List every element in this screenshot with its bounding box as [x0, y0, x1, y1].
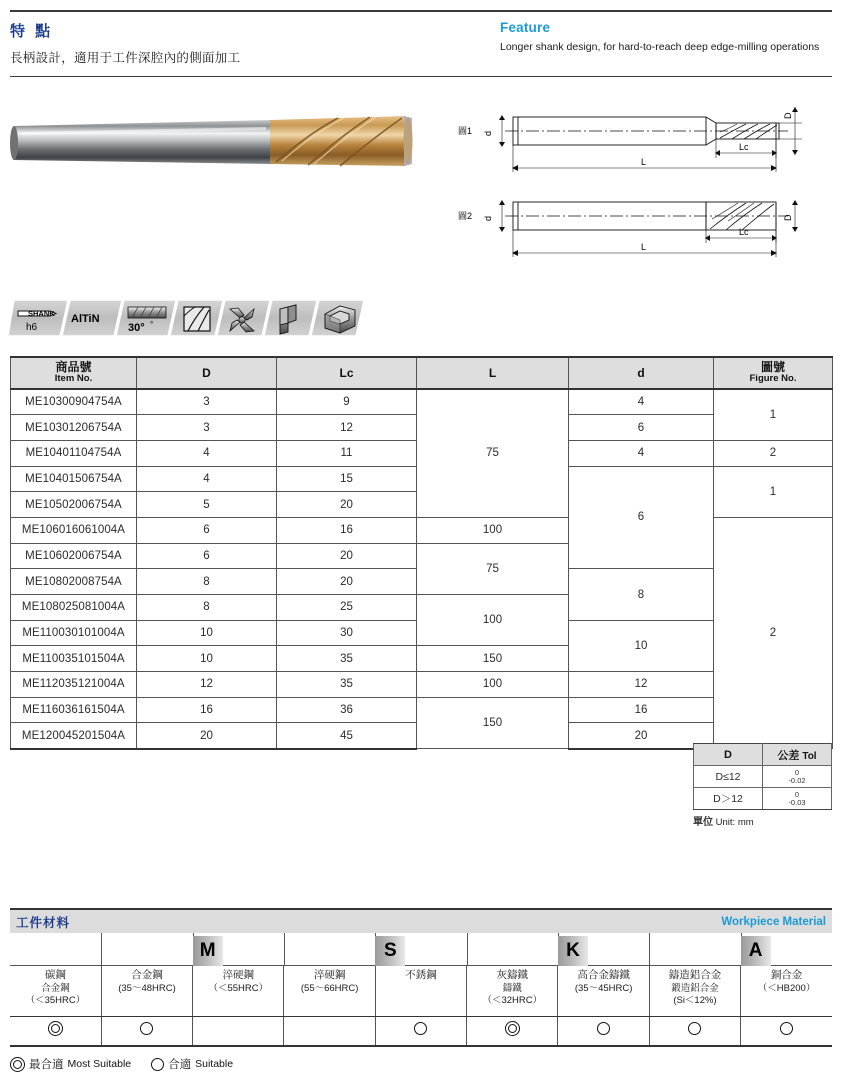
feature-desc-cn: 長柄設計，適用于工件深腔內的側面加工	[10, 51, 241, 65]
figure-1-d-label: d	[483, 130, 493, 136]
material-name: 淬硬鋼	[222, 969, 255, 981]
cell-Lc: 45	[277, 723, 417, 749]
cell-figure-no: 1	[714, 466, 833, 517]
cell-Lc: 20	[277, 543, 417, 569]
cell-item-no: ME120045201504A	[11, 723, 137, 749]
cell-D: 4	[137, 440, 277, 466]
tolerance-range: D＞12	[694, 788, 763, 810]
cell-L: 75	[417, 389, 569, 517]
svg-text:SHANK: SHANK	[28, 309, 55, 318]
cell-D: 16	[137, 697, 277, 723]
cell-L: 100	[417, 672, 569, 698]
cell-Lc: 11	[277, 440, 417, 466]
material-column-8	[649, 966, 740, 1016]
cell-L: 100	[417, 517, 569, 543]
material-name: 鑄造鋁合金	[668, 969, 722, 981]
icon-cell-shank	[8, 300, 68, 336]
cell-Lc: 35	[277, 672, 417, 698]
material-column-2	[101, 966, 192, 1016]
material-sub-1: 鍛造鋁合金	[671, 982, 719, 994]
material-column-divider	[284, 933, 285, 966]
material-suitability-row	[10, 1016, 832, 1046]
tolerance-range: D≤12	[694, 766, 763, 788]
material-sub-1: （＜55HRC）	[208, 982, 269, 994]
material-suitability-cell	[10, 1016, 101, 1046]
single-circle-icon	[140, 1022, 153, 1035]
cell-Lc: 25	[277, 595, 417, 621]
material-suitability-cell	[284, 1016, 375, 1046]
material-suitability-cell	[741, 1016, 832, 1046]
svg-text:h6: h6	[26, 322, 38, 333]
material-name: 灰鑄鐵	[496, 969, 529, 981]
cell-D: 8	[137, 595, 277, 621]
material-sub-1: (35～48HRC)	[118, 982, 176, 994]
feature-title-cn: 特 點	[10, 23, 54, 40]
cell-item-no: ME10301206754A	[11, 415, 137, 441]
single-circle-icon	[414, 1022, 427, 1035]
material-name-row	[10, 966, 832, 1016]
workpiece-material-table	[10, 966, 832, 1047]
material-sub-2: （＜32HRC）	[482, 994, 543, 1006]
altin-coating-icon: AlTiN	[71, 313, 100, 325]
col-header-Lc: Lc	[277, 357, 417, 389]
material-column-7	[558, 966, 649, 1016]
cell-Lc: 35	[277, 646, 417, 672]
flute-cross-section-icon	[184, 307, 210, 331]
cell-d: 16	[569, 697, 714, 723]
technical-drawings	[450, 100, 842, 270]
material-sub-1: (35～45HRC)	[574, 982, 633, 994]
material-sub-1: (55～66HRC)	[300, 982, 359, 994]
tol-header-D: D	[694, 744, 763, 766]
col-header-d: d	[569, 357, 714, 389]
cell-item-no: ME10502006754A	[11, 492, 137, 518]
suitability-legend	[10, 1056, 247, 1072]
cell-L: 150	[417, 697, 569, 748]
cell-d: 8	[569, 569, 714, 620]
cell-item-no: ME106016061004A	[11, 517, 137, 543]
feature-desc-en: Longer shank design, for hard-to-reach deep edge-milling operations	[500, 41, 820, 53]
cell-D: 3	[137, 389, 277, 415]
svg-text:30°: 30°	[128, 322, 145, 334]
spec-table-row	[11, 672, 833, 698]
single-circle-icon	[597, 1022, 610, 1035]
feature-header	[10, 10, 832, 77]
cell-L: 75	[417, 543, 569, 594]
feature-icon-strip	[8, 296, 368, 340]
cell-item-no: ME110030101004A	[11, 620, 137, 646]
tolerance-table-body	[694, 766, 832, 810]
material-sub-2: （＜35HRC）	[25, 994, 86, 1006]
cell-L: 100	[417, 595, 569, 646]
cell-L: 150	[417, 646, 569, 672]
cell-D: 10	[137, 646, 277, 672]
col-header-item-no-cn: 商品號	[55, 359, 92, 374]
unit-note	[693, 813, 832, 828]
tol-header-tol: 公差 Tol	[763, 744, 832, 766]
material-name: 高合金鑄鐵	[577, 969, 630, 981]
iso-badge-k: K	[558, 936, 588, 966]
single-circle-icon	[780, 1022, 793, 1035]
unit-note-cn: 單位	[693, 817, 713, 828]
tolerance-value: 0 -0.03	[763, 788, 832, 810]
figure-1-D-label: D	[783, 112, 793, 119]
cell-d: 6	[569, 415, 714, 441]
cell-D: 6	[137, 543, 277, 569]
cell-item-no: ME116036161504A	[11, 697, 137, 723]
cell-d: 4	[569, 389, 714, 415]
figure-2-Lc-label: Lc	[739, 227, 749, 237]
product-photo-endmill	[8, 104, 428, 182]
cell-Lc: 20	[277, 492, 417, 518]
cell-item-no: ME108025081004A	[11, 595, 137, 621]
col-header-item-no-en: Item No.	[54, 373, 93, 385]
cell-D: 10	[137, 620, 277, 646]
material-column-4	[284, 966, 375, 1016]
col-header-L: L	[417, 357, 569, 389]
cell-item-no: ME10602006754A	[11, 543, 137, 569]
spec-table-body	[11, 389, 833, 749]
cell-D: 8	[137, 569, 277, 595]
cell-item-no: ME10300904754A	[11, 389, 137, 415]
material-suitability-cell	[558, 1016, 649, 1046]
cell-D: 6	[137, 517, 277, 543]
material-column-1	[10, 966, 101, 1016]
cell-Lc: 9	[277, 389, 417, 415]
figure-1-Lc-label: Lc	[739, 142, 749, 152]
material-sub-2: (Si＜12%)	[673, 994, 717, 1006]
iso-material-badges	[10, 933, 832, 966]
figure-2-d-label: d	[483, 215, 493, 221]
divider-bottom	[10, 76, 832, 77]
tolerance-value: 0 -0.02	[763, 766, 832, 788]
cell-item-no: ME10401104754A	[11, 440, 137, 466]
cell-D: 12	[137, 672, 277, 698]
cell-item-no: ME10802008754A	[11, 569, 137, 595]
legend-most-suitable: 最合適 Most Suitable	[10, 1056, 131, 1072]
col-header-D: D	[137, 357, 277, 389]
figure-2-L-label: L	[641, 242, 647, 252]
col-header-figure-no	[714, 357, 833, 389]
cell-D: 3	[137, 415, 277, 441]
material-column-divider	[649, 933, 650, 966]
workpiece-material-section	[10, 908, 832, 1047]
cell-d: 20	[569, 723, 714, 749]
cell-Lc: 30	[277, 620, 417, 646]
cell-d: 4	[569, 440, 714, 466]
cell-Lc: 15	[277, 466, 417, 492]
material-suitability-cell	[375, 1016, 466, 1046]
svg-text:°: °	[150, 320, 154, 329]
double-circle-icon	[48, 1021, 63, 1036]
col-header-figure-no-cn: 圖號	[760, 359, 785, 374]
figure-1-L-label: L	[641, 157, 647, 167]
tolerance-row	[694, 788, 832, 810]
tolerance-table	[693, 743, 832, 810]
material-sub-1: 鑄鐵	[502, 982, 522, 994]
feature-title-en: Feature	[500, 20, 551, 35]
material-name: 碳鋼	[44, 969, 66, 981]
material-column-5	[375, 966, 466, 1016]
cell-figure-no: 2	[714, 517, 833, 748]
cell-D: 4	[137, 466, 277, 492]
material-suitability-cell	[101, 1016, 192, 1046]
workpiece-title-en: Workpiece Material	[721, 915, 826, 928]
cell-Lc: 36	[277, 697, 417, 723]
tolerance-row	[694, 766, 832, 788]
cell-item-no: ME10401506754A	[11, 466, 137, 492]
material-column-9	[741, 966, 832, 1016]
col-header-item-no	[11, 357, 137, 389]
tolerance-block	[693, 743, 832, 828]
figure-1-drawing	[499, 107, 802, 172]
material-suitability-cell	[467, 1016, 558, 1046]
material-column-divider	[101, 933, 102, 966]
cell-figure-no: 2	[714, 440, 833, 466]
figure-2-D-label: D	[783, 214, 793, 221]
single-circle-icon	[688, 1022, 701, 1035]
workpiece-title-bar	[10, 908, 832, 933]
material-name: 合金鋼	[131, 969, 163, 981]
figure-2-label: 圖2	[458, 211, 473, 221]
spec-table-row	[11, 697, 833, 723]
cell-figure-no: 1	[714, 389, 833, 440]
iso-badge-m: M	[193, 936, 223, 966]
material-name: 淬硬鋼	[313, 969, 346, 981]
figure-2-drawing	[499, 200, 798, 257]
cell-item-no: ME112035121004A	[11, 672, 137, 698]
single-circle-icon	[151, 1058, 164, 1071]
cell-d: 12	[569, 672, 714, 698]
material-name: 不銹鋼	[405, 969, 437, 981]
material-sub-1: （＜HB200）	[757, 982, 816, 994]
spec-table-header-row	[11, 357, 833, 389]
col-header-figure-no-en: Figure No.	[749, 373, 797, 385]
cell-D: 5	[137, 492, 277, 518]
iso-badge-s: S	[375, 936, 405, 966]
material-column-3	[193, 966, 284, 1016]
material-name: 銅合金	[770, 969, 803, 981]
material-column-divider	[467, 933, 468, 966]
cell-Lc: 16	[277, 517, 417, 543]
cell-d: 6	[569, 466, 714, 569]
workpiece-title-cn: 工件材料	[16, 915, 71, 930]
cell-Lc: 20	[277, 569, 417, 595]
material-sub-1: 合金鋼	[41, 982, 70, 994]
material-column-6	[467, 966, 558, 1016]
legend-suitable: 合適 Suitable	[151, 1056, 233, 1072]
unit-note-en: Unit: mm	[715, 817, 754, 828]
figure-1-label: 圖1	[458, 126, 473, 136]
spec-table-row	[11, 389, 833, 415]
double-circle-icon	[10, 1057, 25, 1072]
specification-table	[10, 356, 833, 750]
iso-badge-a: A	[741, 936, 771, 966]
cell-item-no: ME110035101504A	[11, 646, 137, 672]
material-suitability-cell	[649, 1016, 740, 1046]
double-circle-icon	[505, 1021, 520, 1036]
cell-D: 20	[137, 723, 277, 749]
cell-Lc: 12	[277, 415, 417, 441]
material-suitability-cell	[193, 1016, 284, 1046]
cell-d: 10	[569, 620, 714, 671]
